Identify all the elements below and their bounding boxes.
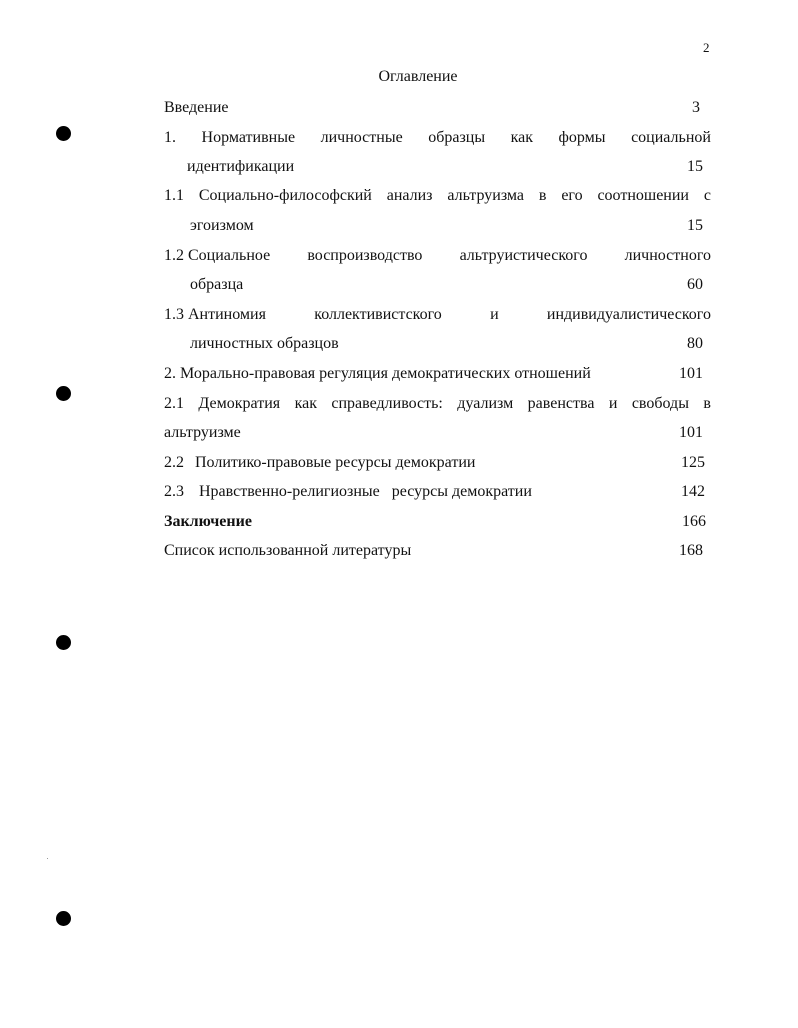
toc-label-line: 1. Нормативные личностные образцы как формы социальной	[164, 129, 711, 146]
toc-page: 15	[687, 158, 703, 175]
toc-page: 101	[679, 424, 703, 441]
binding-hole	[56, 911, 71, 926]
toc-page: 142	[681, 483, 705, 500]
toc-label-continuation: альтруизме	[164, 424, 241, 441]
binding-hole	[56, 386, 71, 401]
binding-hole	[56, 126, 71, 141]
toc-page: 3	[692, 99, 700, 116]
toc-label-continuation: эгоизмом	[190, 217, 254, 234]
toc-label-line: 1.2 Социальное воспроизводство альтруистического личностного	[164, 247, 711, 264]
binding-hole	[56, 635, 71, 650]
page-title: Оглавление	[378, 68, 458, 85]
toc-number: 2.2	[164, 454, 184, 471]
toc-label: Политико-правовые ресурсы демократии	[195, 454, 476, 471]
toc-label-continuation: личностных образцов	[190, 335, 339, 352]
scan-speck	[47, 858, 48, 859]
toc-page: 101	[679, 365, 703, 382]
toc-label: Заключение	[164, 513, 252, 530]
toc-label: Введение	[164, 99, 229, 116]
toc-number: 2.3	[164, 483, 184, 500]
toc-page: 15	[687, 217, 703, 234]
toc-page: 166	[682, 513, 706, 530]
toc-page: 60	[687, 276, 703, 293]
page-number: 2	[703, 40, 710, 55]
toc-label-line: 1.3 Антиномия коллективистского и индивидуалистического	[164, 306, 711, 323]
toc-label-continuation: идентификации	[187, 158, 295, 175]
toc-page: 168	[679, 542, 703, 559]
toc-page: 80	[687, 335, 703, 352]
toc-label: 2. Морально-правовая регуляция демократических отношений	[164, 365, 591, 382]
toc-label-line: 2.1 Демократия как справедливость: дуализм равенства и свободы в	[164, 395, 711, 412]
toc-label: Список использованной литературы	[164, 542, 412, 559]
toc-label-continuation: образца	[190, 276, 244, 293]
toc-label: Нравственно-религиозные ресурсы демократии	[199, 483, 532, 500]
toc-label-line: 1.1 Социально-философский анализ альтруизма в его соотношении с	[164, 187, 711, 204]
toc-page: 125	[681, 454, 705, 471]
